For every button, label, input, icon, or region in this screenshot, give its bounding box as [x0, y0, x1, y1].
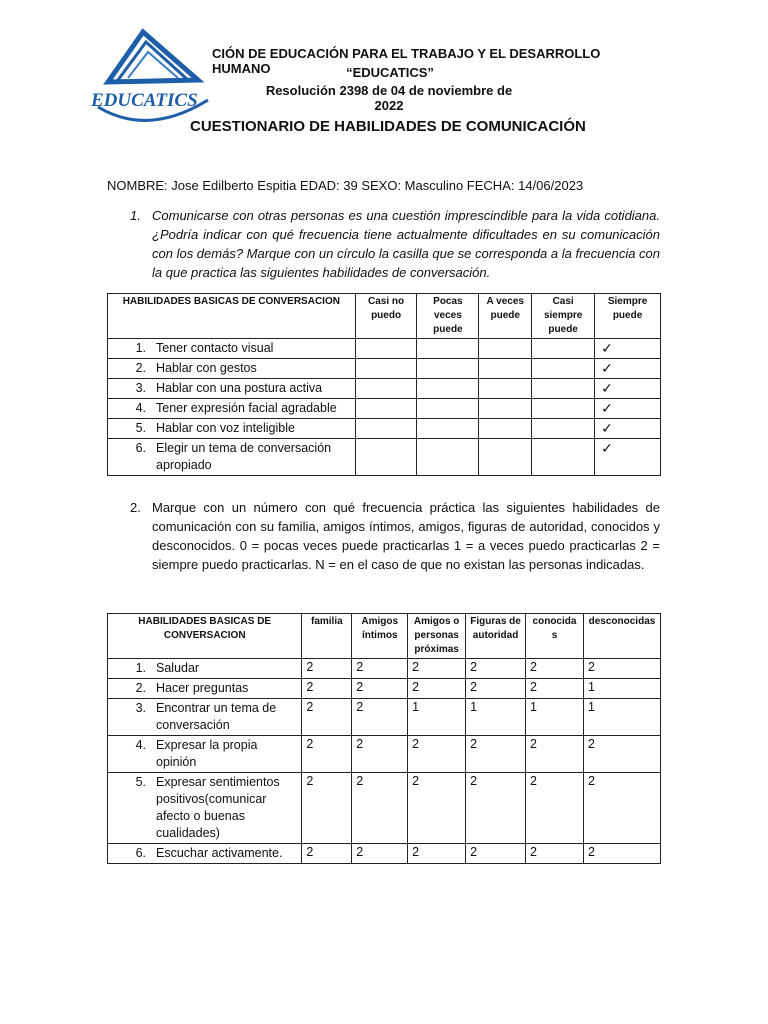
cell — [355, 399, 417, 419]
value-cell: 2 — [352, 773, 408, 844]
skill-label: Expresar la propia opinión — [156, 738, 258, 769]
table2-header: familia — [302, 614, 352, 659]
value-cell: 2 — [302, 736, 352, 773]
check-icon: ✓ — [595, 379, 661, 399]
table-row — [108, 699, 661, 736]
value-cell: 2 — [408, 679, 466, 699]
value-cell: 2 — [526, 844, 584, 864]
value-cell: 2 — [302, 699, 352, 736]
cell — [479, 439, 532, 476]
question-2-number: 2. — [130, 500, 141, 515]
row-number: 2. — [135, 681, 146, 695]
question-1-number: 1. — [130, 208, 141, 223]
table-row — [108, 359, 661, 379]
cell — [417, 359, 479, 379]
table-row — [108, 339, 661, 359]
value-cell: 2 — [526, 773, 584, 844]
row-number: 6. — [135, 441, 146, 455]
table2-header: Amigos íntimos — [352, 614, 408, 659]
skill-label: Expresar sentimientos positivos(comunicar afecto o buenas cualidades) — [156, 775, 280, 840]
row-number: 1. — [135, 341, 146, 355]
value-cell: 2 — [466, 679, 526, 699]
table-people — [107, 613, 661, 864]
table-row — [108, 439, 661, 476]
row-number: 5. — [135, 775, 146, 789]
row-number: 3. — [135, 701, 146, 715]
cell — [479, 399, 532, 419]
value-cell: 2 — [302, 679, 352, 699]
value-cell: 1 — [526, 699, 584, 736]
cell — [417, 439, 479, 476]
table1-header: HABILIDADES BASICAS DE CONVERSACION — [108, 294, 356, 339]
skill-label: Saludar — [156, 661, 200, 675]
value-cell: 2 — [466, 736, 526, 773]
header-institution: CIÓN DE EDUCACIÓN PARA EL TRABAJO Y EL DESARROLLO HUMANO — [212, 46, 601, 76]
cell — [417, 419, 479, 439]
table2-header: Figuras de autoridad — [466, 614, 526, 659]
table-row — [108, 844, 661, 864]
value-cell: 1 — [466, 699, 526, 736]
row-number: 4. — [135, 401, 146, 415]
educatics-logo — [88, 22, 213, 127]
value-cell: 2 — [408, 736, 466, 773]
table1-header: Casi siempre puede — [532, 294, 595, 339]
table-row — [108, 399, 661, 419]
table2-header: conocida s — [526, 614, 584, 659]
table-frequency — [107, 293, 661, 476]
value-cell: 2 — [352, 844, 408, 864]
cell — [532, 439, 595, 476]
row-number: 2. — [135, 361, 146, 375]
cell — [479, 339, 532, 359]
cell — [355, 439, 417, 476]
logo-text: EDUCATICS — [91, 90, 198, 111]
value-cell: 2 — [466, 773, 526, 844]
value-cell: 2 — [408, 659, 466, 679]
value-cell: 2 — [302, 659, 352, 679]
cell — [479, 419, 532, 439]
value-cell: 2 — [583, 844, 660, 864]
question-1 — [130, 206, 661, 282]
value-cell: 1 — [583, 679, 660, 699]
cell — [355, 419, 417, 439]
skill-label: Tener contacto visual — [156, 341, 274, 355]
value-cell: 1 — [583, 699, 660, 736]
value-cell: 2 — [526, 659, 584, 679]
cell — [532, 399, 595, 419]
table-row — [108, 773, 661, 844]
value-cell: 2 — [352, 699, 408, 736]
skill-label: Encontrar un tema de conversación — [156, 701, 277, 732]
skill-label: Hablar con gestos — [156, 361, 257, 375]
skill-label: Hacer preguntas — [156, 681, 249, 695]
cell — [532, 339, 595, 359]
value-cell: 2 — [408, 773, 466, 844]
value-cell: 1 — [408, 699, 466, 736]
check-icon: ✓ — [595, 339, 661, 359]
table1-header: A veces puede — [479, 294, 532, 339]
table2-header: HABILIDADES BASICAS DE CONVERSACION — [108, 614, 302, 659]
student-info: NOMBRE: Jose Edilberto Espitia EDAD: 39 SEXO: Masculino FECHA: 14/06/2023 — [107, 178, 584, 193]
question-1-text: Comunicarse con otras personas es una cuestión imprescindible para la vida cotidiana. ¿Podría indicar con qué frecuencia tiene actualmente dificultades en su comunicación con los demás? Marque con un círculo la casilla que se corresponda a la frecuencia con la que practica las siguientes habilidades de conversación. — [152, 208, 661, 280]
table1-header: Siempre puede — [595, 294, 661, 339]
cell — [355, 379, 417, 399]
cell — [532, 419, 595, 439]
value-cell: 2 — [583, 659, 660, 679]
table1-header: Pocas veces puede — [417, 294, 479, 339]
skill-label: Hablar con voz inteligible — [156, 421, 295, 435]
header-name: “EDUCATICS” — [346, 65, 434, 80]
cell — [417, 379, 479, 399]
skill-label: Elegir un tema de conversación apropiado — [156, 441, 332, 472]
value-cell: 2 — [352, 736, 408, 773]
value-cell: 2 — [408, 844, 466, 864]
table2-header: Amigos o personas próximas — [408, 614, 466, 659]
skill-label: Hablar con una postura activa — [156, 381, 323, 395]
cell — [355, 359, 417, 379]
cell — [479, 359, 532, 379]
row-number: 1. — [135, 661, 146, 675]
value-cell: 2 — [302, 844, 352, 864]
table-row — [108, 736, 661, 773]
table1-header: Casi no puedo — [355, 294, 417, 339]
check-icon: ✓ — [595, 439, 661, 476]
value-cell: 2 — [583, 773, 660, 844]
row-number: 4. — [135, 738, 146, 752]
check-icon: ✓ — [595, 359, 661, 379]
value-cell: 2 — [583, 736, 660, 773]
table-row — [108, 679, 661, 699]
table2-header: desconocidas — [583, 614, 660, 659]
cell — [417, 339, 479, 359]
value-cell: 2 — [302, 773, 352, 844]
row-number: 6. — [135, 846, 146, 860]
cell — [417, 399, 479, 419]
row-number: 3. — [135, 381, 146, 395]
skill-label: Escuchar activamente. — [156, 846, 283, 860]
value-cell: 2 — [352, 679, 408, 699]
page-title: CUESTIONARIO DE HABILIDADES DE COMUNICACIÓN — [190, 118, 586, 135]
table-row — [108, 419, 661, 439]
row-number: 5. — [135, 421, 146, 435]
value-cell: 2 — [526, 679, 584, 699]
cell — [479, 379, 532, 399]
cell — [532, 359, 595, 379]
header-resolution: Resolución 2398 de 04 de noviembre de 2022 — [265, 83, 513, 113]
value-cell: 2 — [352, 659, 408, 679]
check-icon: ✓ — [595, 419, 661, 439]
table-row — [108, 379, 661, 399]
question-2 — [130, 498, 660, 574]
cell — [532, 379, 595, 399]
value-cell: 2 — [526, 736, 584, 773]
cell — [355, 339, 417, 359]
value-cell: 2 — [466, 844, 526, 864]
skill-label: Tener expresión facial agradable — [156, 401, 337, 415]
check-icon: ✓ — [595, 399, 661, 419]
question-2-text: Marque con un número con qué frecuencia práctica las siguientes habilidades de comunicación con su familia, amigos íntimos, amigos, figuras de autoridad, conocidos y desconocidos. 0 = pocas veces puede practicarlas 1 = a veces puedo practicarlas 2 = siempre puedo practicarlas. N = en el caso de que no existan las personas indicadas. — [152, 500, 660, 572]
table-row — [108, 659, 661, 679]
value-cell: 2 — [466, 659, 526, 679]
